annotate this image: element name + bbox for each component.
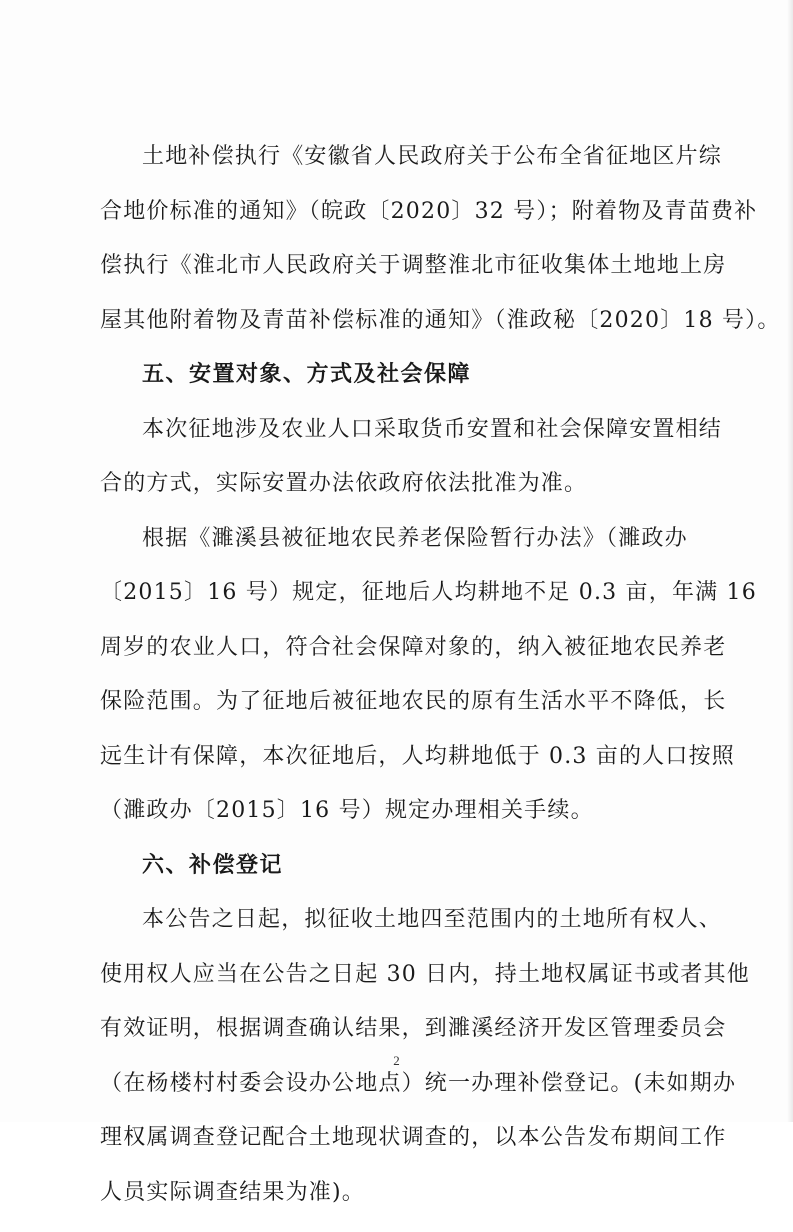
paragraph-line: 屋其他附着物及青苗补偿标准的通知》（淮政秘〔2020〕18 号）。 [100, 307, 781, 333]
paragraph-line: 偿执行《淮北市人民政府关于调整淮北市征收集体土地地上房 [100, 253, 727, 278]
page-number: 2 [393, 1053, 400, 1068]
paragraph-line: 本次征地涉及农业人口采取货币安置和社会保障安置相结 [142, 416, 723, 442]
paragraph-line: （在杨楼村村委会设办公地点）统一办理补偿登记。(未如期办 [100, 1070, 737, 1096]
paragraph-line: 有效证明，根据调查确认结果，到濉溪经济开发区管理委员会 [100, 1016, 727, 1041]
paragraph-line: 保险范围。为了征地后被征地农民的原有生活水平不降低，长 [100, 689, 727, 714]
paragraph-line: 人员实际调查结果为准)。 [100, 1179, 365, 1205]
section-heading: 五、安置对象、方式及社会保障 [142, 362, 472, 387]
paragraph-line: 〔2015〕16 号）规定，征地后人均耕地不足 0.3 亩，年满 16 [100, 580, 757, 605]
section-heading: 六、补偿登记 [142, 852, 284, 878]
page-edge [787, 0, 793, 1122]
paragraph-line: 合地价标准的通知》（皖政〔2020〕32 号）；附着物及青苗费补 [100, 198, 758, 224]
paragraph-line: 周岁的农业人口，符合社会保障对象的，纳入被征地农民养老 [100, 634, 727, 660]
paragraph-line: 远生计有保障，本次征地后，人均耕地低于 0.3 亩的人口按照 [100, 743, 735, 769]
paragraph-line: 根据《濉溪县被征地农民养老保险暂行办法》（濉政办 [142, 525, 688, 551]
paragraph-line: 使用权人应当在公告之日起 30 日内，持土地权属证书或者其他 [100, 961, 750, 987]
paragraph-line: 本公告之日起，拟征收土地四至范围内的土地所有权人、 [142, 907, 723, 932]
paragraph-line: 土地补偿执行《安徽省人民政府关于公布全省征地区片综 [142, 144, 723, 169]
paragraph-line: （濉政办〔2015〕16 号）规定办理相关手续。 [100, 798, 594, 823]
paragraph-line: 合的方式，实际安置办法依政府依法批准为准。 [100, 471, 588, 496]
paragraph-line: 理权属调查登记配合土地现状调查的，以本公告发布期间工作 [100, 1125, 727, 1150]
